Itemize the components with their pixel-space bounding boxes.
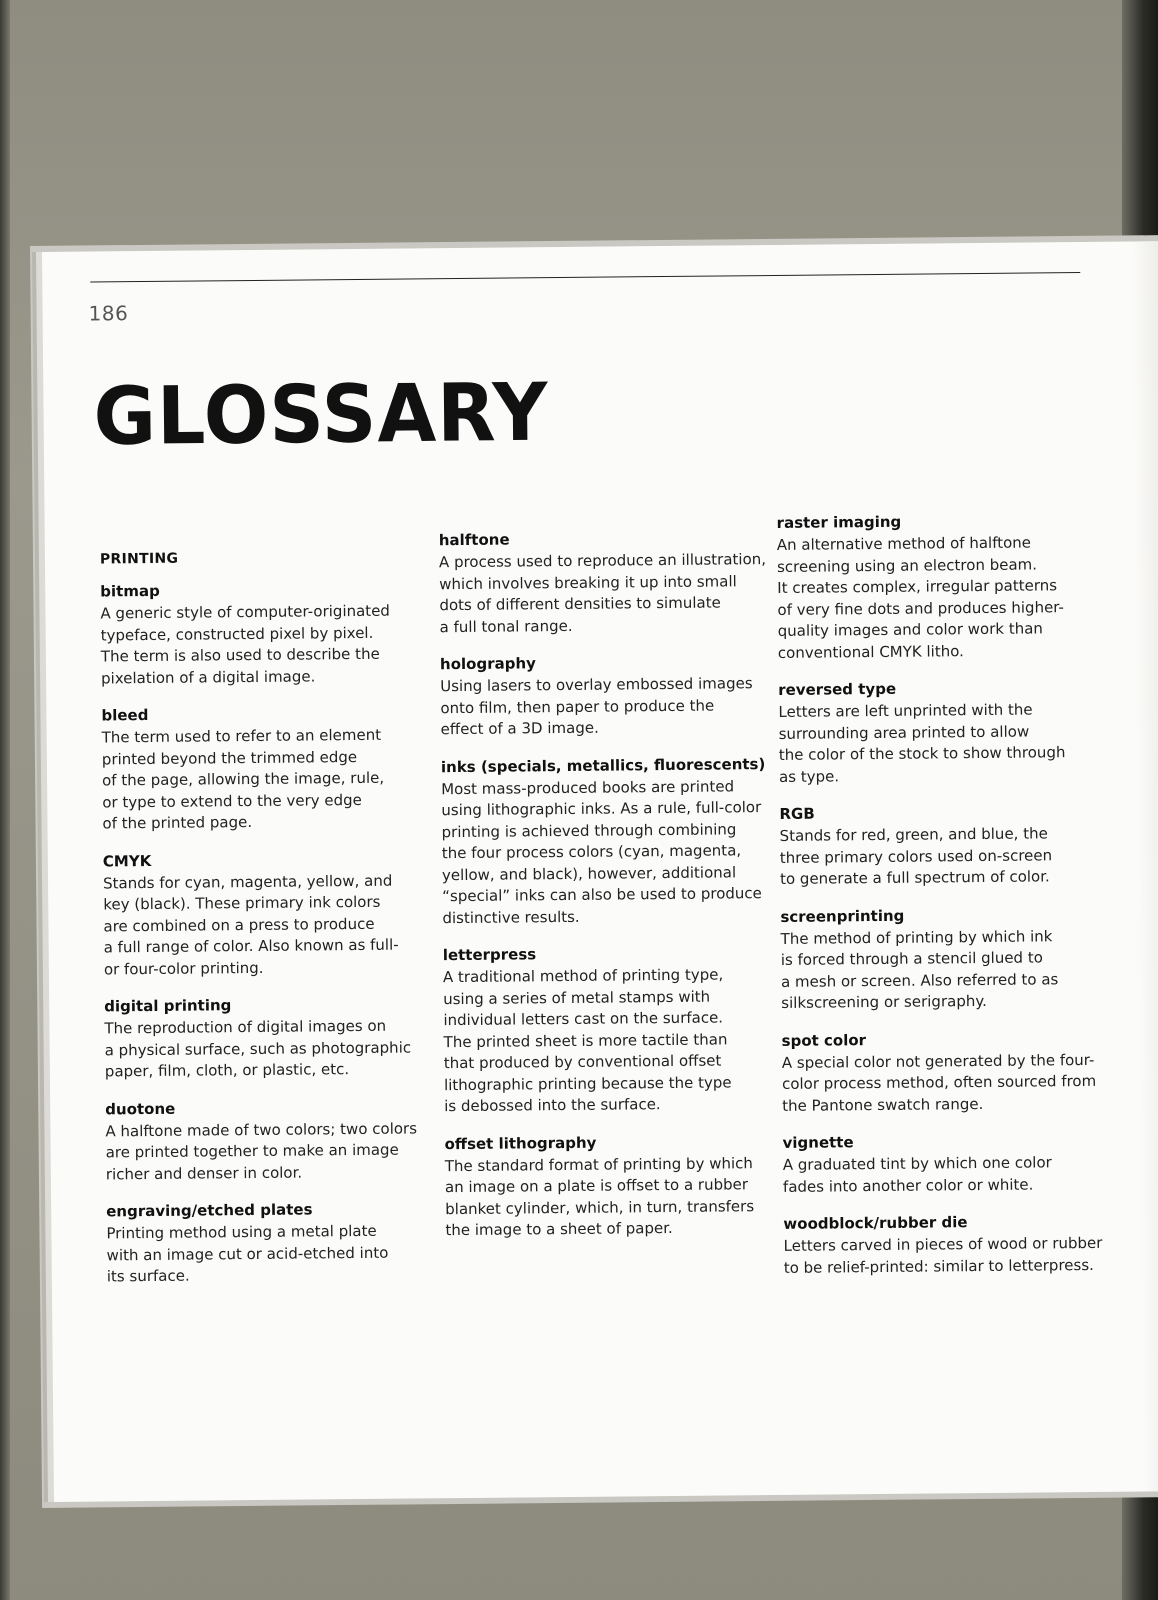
glossary-term: reversed type <box>778 679 897 699</box>
glossary-column-3 <box>777 510 1124 1295</box>
glossary-term: offset lithography <box>444 1133 597 1153</box>
glossary-entry <box>779 801 1120 891</box>
glossary-term: duotone <box>105 1099 176 1118</box>
glossary-definition: The term used to refer to an element printed beyond the trimmed edge of the page, allowing the image, rule, or type to extend to the very edge of the printed page. <box>101 725 385 833</box>
column-entries <box>777 510 1124 1279</box>
glossary-entry <box>105 1096 446 1186</box>
book-page <box>42 241 1158 1502</box>
glossary-column-2 <box>439 527 786 1258</box>
glossary-entry <box>778 677 1119 788</box>
glossary-definition: A special color not generated by the four- color process method, often sourced from the Pantone swatch range. <box>781 1050 1097 1115</box>
glossary-term: woodblock/rubber die <box>783 1213 968 1233</box>
glossary-entry <box>782 1027 1123 1117</box>
top-rule <box>90 272 1080 283</box>
glossary-entry <box>103 848 444 981</box>
glossary-term: raster imaging <box>776 512 902 532</box>
glossary-definition: A generic style of computer-originated typeface, constructed pixel by pixel. The term is also used to describe the pixelation of a digital image. <box>100 601 390 687</box>
glossary-entry <box>443 942 785 1118</box>
page-edge <box>1132 241 1158 1491</box>
glossary-definition: A process used to reproduce an illustration, which involves breaking it up into small dots of different densities to simulate a full tonal range. <box>438 550 767 636</box>
page-number: 186 <box>88 301 129 326</box>
glossary-term: holography <box>439 654 536 674</box>
page-title: GLOSSARY <box>93 365 549 463</box>
glossary-term: letterpress <box>442 945 537 965</box>
glossary-term: spot color <box>781 1030 867 1050</box>
glossary-entry <box>783 1211 1124 1279</box>
column-entries <box>100 578 447 1288</box>
glossary-entry <box>439 527 780 638</box>
glossary-definition: Most mass-produced books are printed using lithographic inks. As a rule, full-color printing is achieved through combining the four process colors (cyan, magenta, yellow, and black), however, additional “special” inks can also be used to produce distinctive results. <box>441 776 762 927</box>
glossary-column-1 <box>100 548 447 1304</box>
glossary-definition: A traditional method of printing type, using a series of metal stamps with individual letters cast on the surface. The printed sheet is more tactile than that produced by conventional offset lithographic printing because the type is debossed into the surface. <box>442 965 732 1116</box>
glossary-entry <box>777 510 1118 664</box>
section-heading: PRINTING <box>99 550 179 568</box>
glossary-definition: Letters are left unprinted with the surrounding area printed to allow the color of the stock to show through as type. <box>778 700 1066 786</box>
glossary-entry <box>104 993 445 1083</box>
glossary-term: bitmap <box>100 581 160 601</box>
glossary-entry <box>100 578 441 689</box>
glossary-entry <box>780 903 1121 1014</box>
glossary-definition: The method of printing by which ink is forced through a stencil glued to a mesh or screen. Also referred to as silkscreening or serigraphy. <box>780 926 1059 1012</box>
glossary-entry <box>441 753 783 929</box>
glossary-term: screenprinting <box>780 906 905 926</box>
glossary-definition: The reproduction of digital images on a physical surface, such as photographic paper, film, cloth, or plastic, etc. <box>104 1016 412 1081</box>
glossary-term: CMYK <box>102 851 152 870</box>
glossary-entry <box>444 1130 785 1241</box>
glossary-term: vignette <box>782 1133 854 1152</box>
glossary-term: halftone <box>438 530 510 550</box>
glossary-term: bleed <box>101 706 149 725</box>
glossary-definition: The standard format of printing by which an image on a plate is offset to a rubber blanket cylinder, which, in turn, transfers the image to a sheet of paper. <box>444 1153 755 1240</box>
glossary-entry <box>106 1198 447 1288</box>
glossary-term: inks (specials, metallics, fluorescents) <box>440 754 766 776</box>
glossary-definition: Using lasers to overlay embossed images onto film, then paper to produce the effect of a 3D image. <box>440 674 753 739</box>
glossary-entry <box>782 1130 1123 1198</box>
glossary-entry <box>440 651 781 741</box>
glossary-definition: A graduated tint by which one color fades into another color or white. <box>782 1153 1052 1196</box>
glossary-definition: Stands for red, green, and blue, the three primary colors used on-screen to generate a full spectrum of color. <box>779 824 1053 888</box>
column-entries <box>439 527 786 1242</box>
glossary-entry <box>101 702 442 835</box>
glossary-term: engraving/etched plates <box>106 1200 313 1221</box>
glossary-definition: An alternative method of halftone screening using an electron beam. It creates complex, irregular patterns of very fine dots and produces higher- quality images and color work than conventional CMYK litho. <box>776 533 1064 662</box>
glossary-term: RGB <box>779 804 815 823</box>
glossary-definition: Letters carved in pieces of wood or rubber to be relief-printed: similar to letterpress. <box>783 1233 1103 1277</box>
scan-edge-left <box>0 0 10 1600</box>
glossary-definition: Stands for cyan, magenta, yellow, and key (black). These primary ink colors are combined on a press to produce a full range of color. Also known as full- or four-color printing. <box>102 871 399 978</box>
glossary-term: digital printing <box>104 996 232 1016</box>
glossary-definition: Printing method using a metal plate with an image cut or acid-etched into its surface. <box>106 1221 389 1286</box>
glossary-definition: A halftone made of two colors; two colors are printed together to make an image richer and denser in color. <box>105 1118 418 1183</box>
